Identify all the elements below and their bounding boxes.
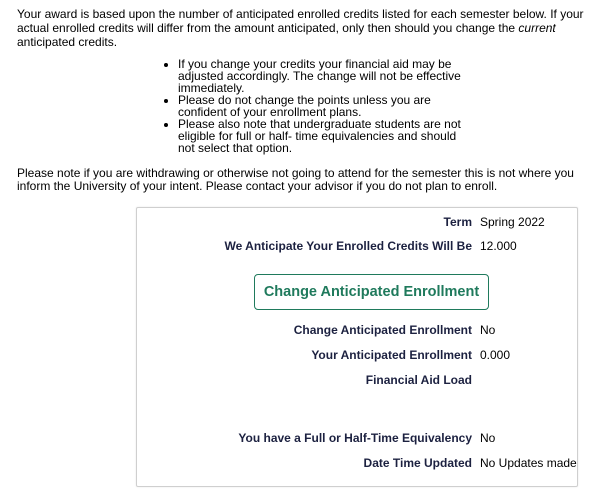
your-anticipated-row	[137, 348, 577, 364]
guidance-list	[165, 58, 473, 154]
financial-aid-load-row	[137, 373, 577, 389]
term-value: Spring 2022	[480, 215, 545, 229]
change-enrollment-value: No	[480, 323, 496, 337]
award-info-paragraph	[17, 7, 587, 49]
intro-text-before: Your award is based upon the number of anticipated enrolled credits listed for each semester below. If your actual enrolled credits will differ from the amount anticipated, only then should you change the	[17, 7, 584, 35]
your-anticipated-value: 0.000	[480, 348, 511, 362]
withdrawal-note: Please note if you are withdrawing or otherwise not going to attend for the semester this is not where you inform the University of your intent. Please contact your advisor if you do not plan to enroll.	[17, 166, 574, 193]
change-anticipated-enrollment-button[interactable]: Change Anticipated Enrollment	[254, 274, 489, 310]
anticipated-credits-label: We Anticipate Your Enrolled Credits Will Be	[224, 239, 472, 253]
financial-aid-load-label: Financial Aid Load	[365, 373, 472, 387]
anticipated-credits-value: 12.000	[480, 239, 517, 253]
equivalency-value: No	[480, 431, 496, 445]
term-label: Term	[443, 215, 472, 229]
anticipated-credits-row	[137, 239, 577, 255]
change-enrollment-row	[137, 323, 577, 339]
intro-emphasis: current	[518, 21, 556, 35]
guidance-item-undergraduate: • Please also note that undergraduate students are not eligible for full or half- time equivalencies and should not select that option.	[178, 118, 473, 154]
term-row	[137, 215, 577, 231]
equivalency-label: You have a Full or Half-Time Equivalency	[238, 431, 472, 445]
date-updated-label: Date Time Updated	[363, 456, 472, 470]
date-updated-value: No Updates made	[480, 456, 577, 470]
change-enrollment-label: Change Anticipated Enrollment	[293, 323, 472, 337]
your-anticipated-label: Your Anticipated Enrollment	[311, 348, 472, 362]
enrollment-card	[136, 207, 578, 487]
equivalency-row	[137, 431, 577, 447]
guidance-item-do-not-change: • Please do not change the points unless you are confident of your enrollment plans.	[178, 94, 473, 118]
guidance-item-aid-adjusted: • If you change your credits your financial aid may be adjusted accordingly. The change will not be effective immediately.	[178, 58, 473, 94]
intro-text-after: anticipated credits.	[17, 35, 118, 49]
date-updated-row	[137, 456, 577, 472]
